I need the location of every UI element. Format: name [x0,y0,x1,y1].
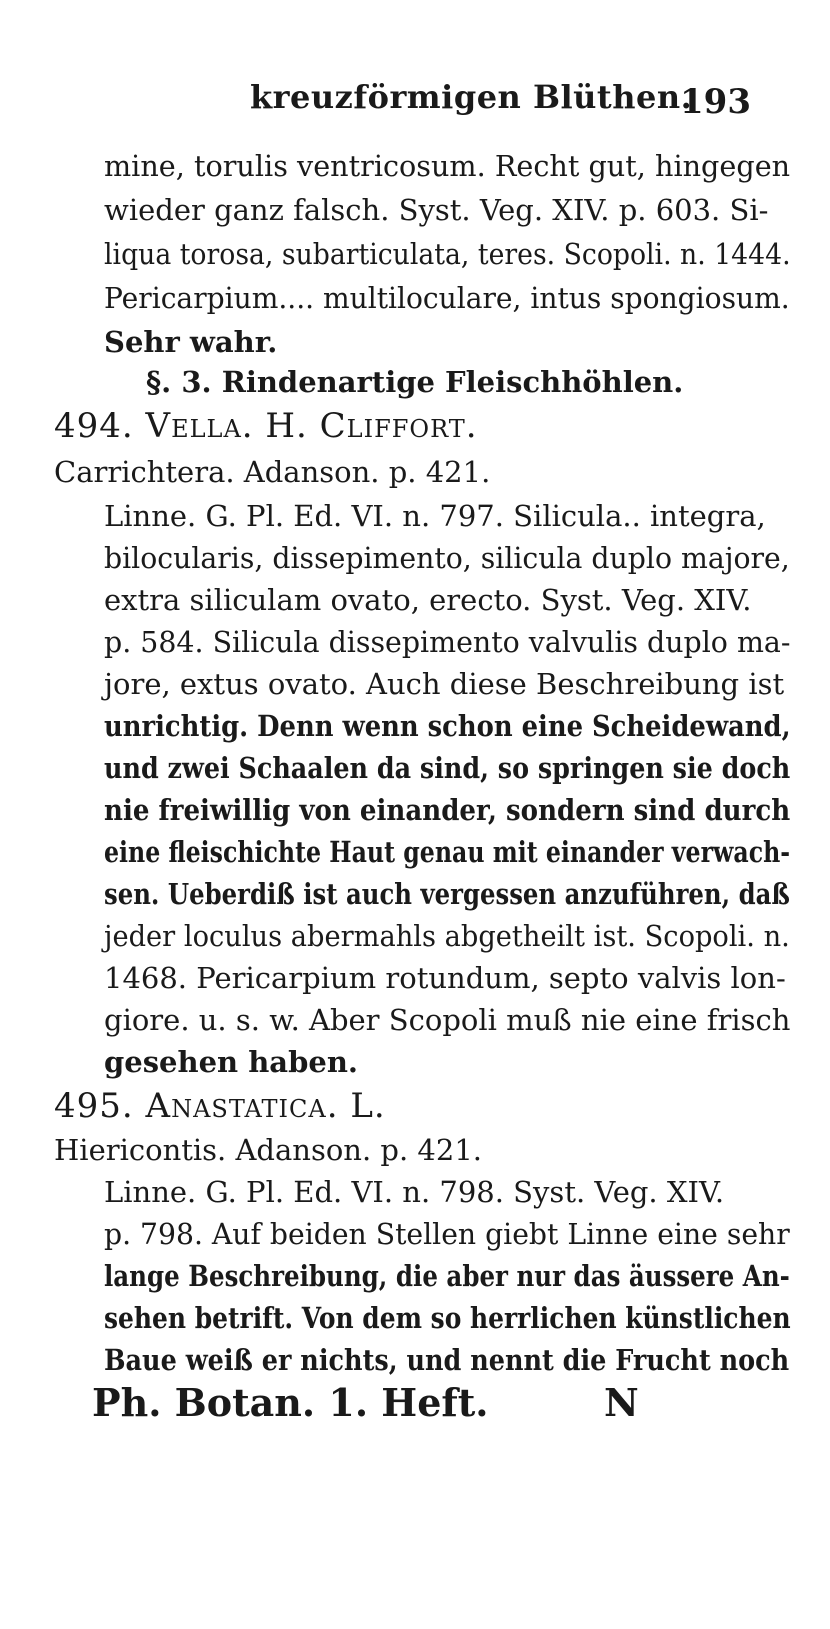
sheet-mark: N [604,1380,639,1425]
section-heading: §. 3. Rindenartige Fleischhöhlen. [146,365,684,399]
text-line: Baue weiß er nichts, und nennt die Frucht noch [104,1343,790,1377]
page-footer [0,1380,830,1430]
text-line: Sehr wahr. [104,325,278,359]
text-line: Linne. G. Pl. Ed. VI. n. 797. Silicula.. integra, [104,499,766,533]
text-line: extra siliculam ovato, erecto. Syst. Veg. XIV. [104,583,752,617]
text-line: 1468. Pericarpium rotundum, septo valvis lon- [104,961,786,995]
page-number: 193 [680,82,751,122]
text-line: gesehen haben. [104,1045,359,1079]
text-line: Carrichtera. Adanson. p. 421. [54,455,491,489]
text-line: mine, torulis ventricosum. Recht gut, hingegen [104,149,791,183]
text-line: unrichtig. Denn wenn schon eine Scheidewand, [104,709,791,743]
text-line: bilocularis, dissepimento, silicula duplo majore, [104,541,790,575]
text-line: p. 584. Silicula dissepimento valvulis duplo ma- [104,625,791,659]
text-line: und zwei Schaalen da sind, so springen sie doch [104,751,791,785]
running-head: kreuzförmigen Blüthen. [250,78,693,116]
entry-heading: 494. Vella. H. Cliffort. [54,406,478,446]
entry-heading: 495. Anastatica. L. [54,1086,386,1126]
text-line: sehen betrift. Von dem so herrlichen künstlichen [104,1301,791,1335]
text-line: jore, extus ovato. Auch diese Beschreibung ist [104,667,785,701]
text-line: jeder loculus abermahls abgetheilt ist. Scopoli. n. [104,919,790,953]
text-line: liqua torosa, subarticulata, teres. Scopoli. n. 1444. [104,237,791,271]
text-line: wieder ganz falsch. Syst. Veg. XIV. p. 603. Si- [104,193,769,227]
page-header [0,78,830,128]
text-line: nie freiwillig von einander, sondern sind durch [104,793,791,827]
text-line: giore. u. s. w. Aber Scopoli muß nie eine frisch [104,1003,791,1037]
text-line: Pericarpium.... multiloculare, intus spongiosum. [104,281,790,315]
text-line: lange Beschreibung, die aber nur das äussere An- [104,1259,790,1293]
text-line: sen. Ueberdiß ist auch vergessen anzuführen, daß [104,877,790,911]
text-line: eine fleischichte Haut genau mit einander verwach- [104,835,791,869]
text-line: Linne. G. Pl. Ed. VI. n. 798. Syst. Veg. XIV. [104,1175,725,1209]
text-line: p. 798. Auf beiden Stellen giebt Linne eine sehr [104,1217,790,1251]
text-line: Hiericontis. Adanson. p. 421. [54,1133,482,1167]
signature-line: Ph. Botan. 1. Heft. [92,1380,489,1425]
